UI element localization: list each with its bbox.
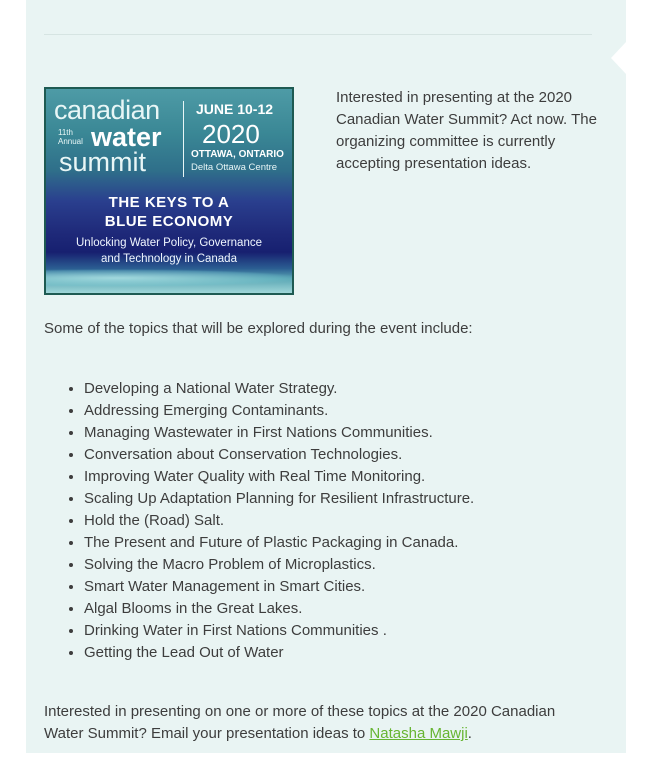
banner-water: water	[91, 122, 162, 152]
closing-text: Interested in presenting on one or more of these topics at the 2020 Canadian Water Summit? Email your presentation ideas to	[44, 703, 556, 742]
list-item: • Hold the (Road) Salt.	[84, 510, 604, 532]
closing-period: .	[467, 725, 472, 742]
list-item: • Getting the Lead Out of Water	[84, 642, 604, 664]
list-item: • The Present and Future of Plastic Packaging in Canada.	[84, 532, 604, 554]
list-item: • Improving Water Quality with Real Time Monitoring.	[84, 466, 604, 488]
contact-link[interactable]: Natasha Mawji	[369, 725, 468, 742]
banner-canadian: canadian	[54, 95, 160, 125]
list-item: • Conversation about Conservation Technologies.	[84, 444, 604, 466]
banner-venue: Delta Ottawa Centre	[191, 162, 278, 173]
summit-banner-image	[44, 87, 294, 295]
closing-paragraph	[44, 701, 584, 745]
topics-lead: Some of the topics that will be explored during the event include:	[44, 320, 473, 337]
list-item: • Algal Blooms in the Great Lakes.	[84, 598, 604, 620]
topics-list	[44, 378, 604, 664]
banner-annual	[58, 128, 83, 146]
list-item: • Developing a National Water Strategy.	[84, 378, 604, 400]
banner-headline-line2: BLUE ECONOMY	[104, 213, 234, 230]
banner-subtitle	[46, 235, 292, 267]
banner-subtitle-line2: and Technology in Canada	[101, 253, 237, 265]
banner-dates: JUNE 10-12	[196, 101, 274, 117]
list-item: • Smart Water Management in Smart Cities.	[84, 576, 604, 598]
banner-divider	[183, 101, 184, 177]
banner-annual-number: 11th	[58, 128, 73, 137]
list-item: • Scaling Up Adaptation Planning for Resilient Infrastructure.	[84, 488, 604, 510]
banner-summit: summit	[59, 147, 146, 177]
list-item: • Solving the Macro Problem of Microplastics.	[84, 554, 604, 576]
divider	[44, 34, 592, 35]
banner-city: OTTAWA, ONTARIO	[191, 149, 284, 160]
banner-subtitle-line1: Unlocking Water Policy, Governance	[76, 237, 262, 249]
banner-annual-word: Annual	[58, 137, 83, 146]
banner-wave	[44, 269, 294, 287]
list-item: • Managing Wastewater in First Nations Communities.	[84, 422, 604, 444]
intro-paragraph: Interested in presenting at the 2020 Canadian Water Summit? Act now. The organizing committee is currently accepting presentation ideas.	[336, 89, 597, 172]
list-item: • Drinking Water in First Nations Communities .	[84, 620, 604, 642]
banner-headline-line1: THE KEYS TO A	[108, 194, 230, 211]
banner-year: 2020	[202, 119, 260, 149]
list-item: • Addressing Emerging Contaminants.	[84, 400, 604, 422]
banner-headline	[46, 193, 292, 231]
panel-notch	[611, 42, 626, 74]
